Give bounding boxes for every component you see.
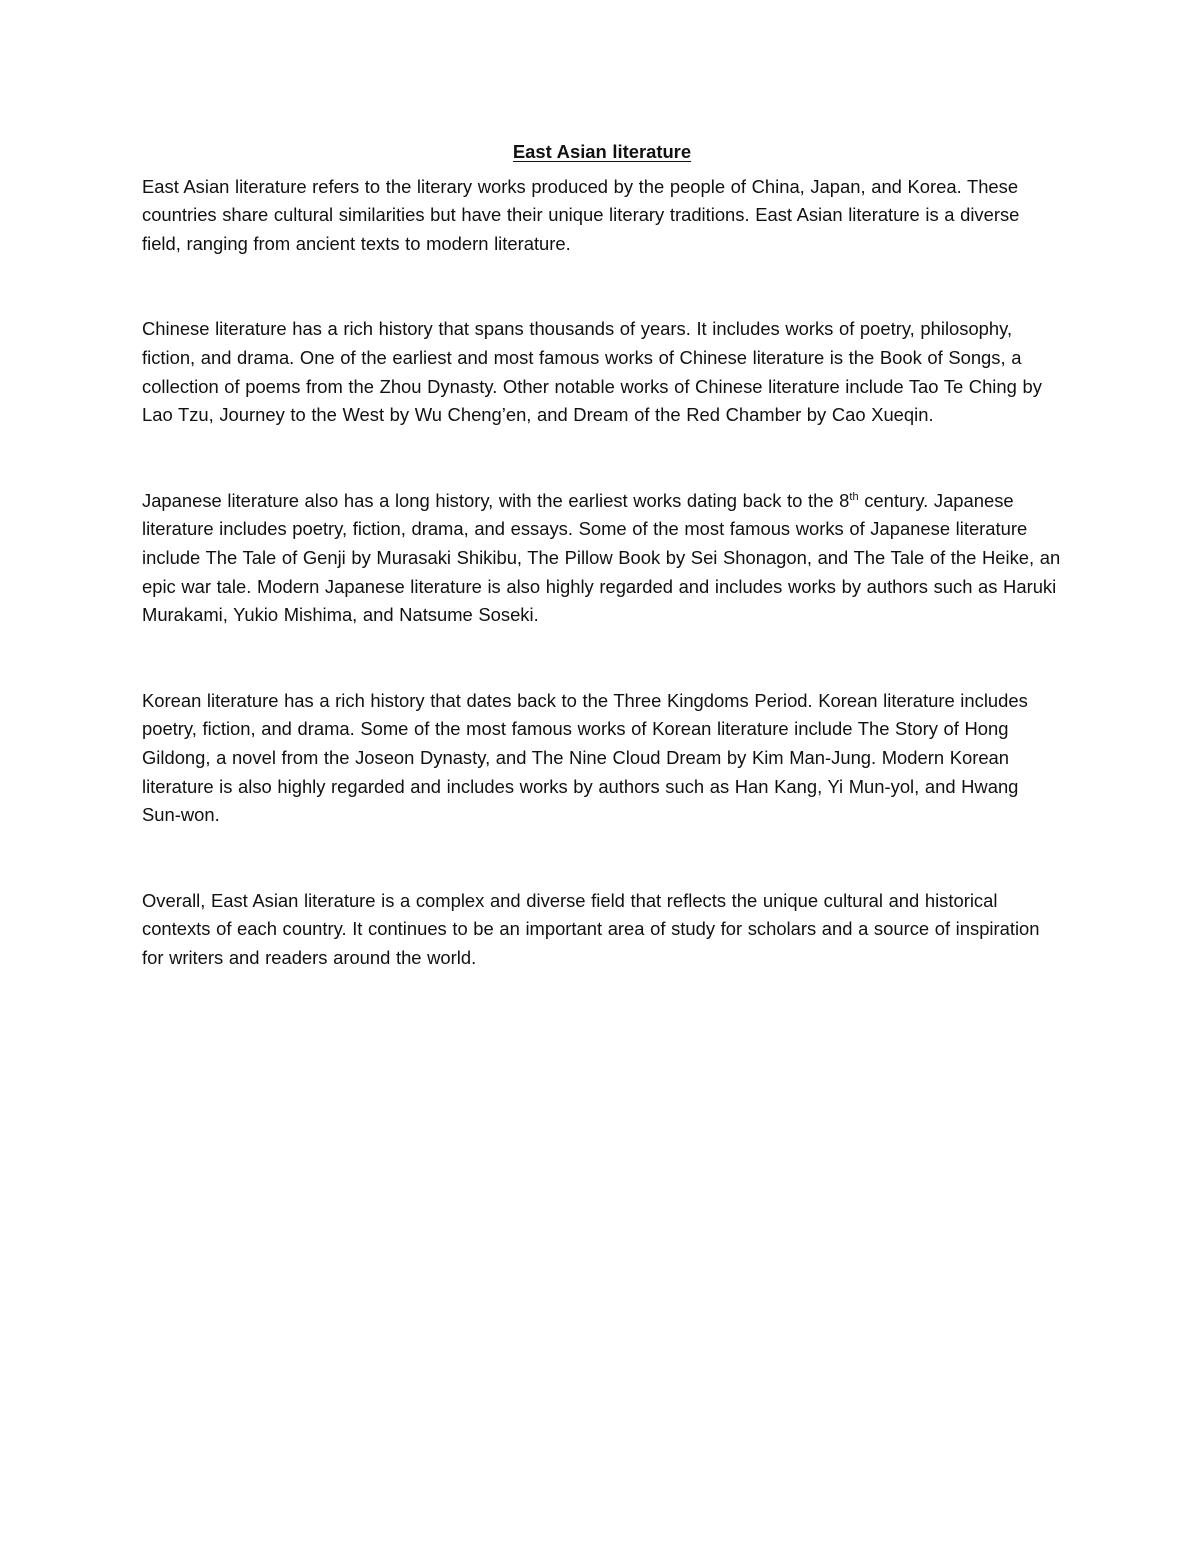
paragraph-japanese-literature	[142, 487, 1062, 630]
paragraph-spacer	[142, 430, 1062, 487]
superscript-ordinal: th	[849, 490, 859, 503]
paragraph-spacer	[142, 258, 1062, 315]
paragraph-intro: East Asian literature refers to the literary works produced by the people of China, Japan, and Korea. These countries share cultural similarities but have their unique literary traditions. East Asian literature is a diverse field, ranging from ancient texts to modern literature.	[142, 175, 1020, 254]
paragraph-text: Japanese literature also has a long history, with the earliest works dating back to the 8	[142, 489, 850, 511]
paragraph-spacer	[142, 830, 1062, 887]
paragraph-text: century. Japanese literature includes poetry, fiction, drama, and essays. Some of the most famous works of Japanese literature include The Tale of Genji by Murasaki Shikibu, The Pillow Book by Sei Shonagon, and The Tale of the Heike, an epic war tale. Modern Japanese literature is also highly regarded and includes works by authors such as Haruki Murakami, Yukio Mishima, and Natsume Soseki.	[142, 489, 1061, 626]
document-body	[142, 138, 1062, 972]
paragraph-chinese-literature: Chinese literature has a rich history that spans thousands of years. It includes works of poetry, philosophy, fiction, and drama. One of the earliest and most famous works of Chinese literature is the Book of Songs, a collection of poems from the Zhou Dynasty. Other notable works of Chinese literature include Tao Te Ching by Lao Tzu, Journey to the West by Wu Cheng’en, and Dream of the Red Chamber by Cao Xueqin.	[142, 318, 1042, 426]
paragraph-korean-literature: Korean literature has a rich history that dates back to the Three Kingdoms Period. Korean literature includes poetry, fiction, and drama. Some of the most famous works of Korean literature include The Story of Hong Gildong, a novel from the Joseon Dynasty, and The Nine Cloud Dream by Kim Man-Jung. Modern Korean literature is also highly regarded and includes works by authors such as Han Kang, Yi Mun-yol, and Hwang Sun-won.	[142, 689, 1028, 826]
document-title: East Asian literature	[512, 141, 692, 162]
paragraph-conclusion: Overall, East Asian literature is a complex and diverse field that reflects the unique cultural and historical contexts of each country. It continues to be an important area of study for scholars and a source of inspiration for writers and readers around the world.	[142, 889, 1040, 968]
paragraph-spacer	[142, 630, 1062, 687]
